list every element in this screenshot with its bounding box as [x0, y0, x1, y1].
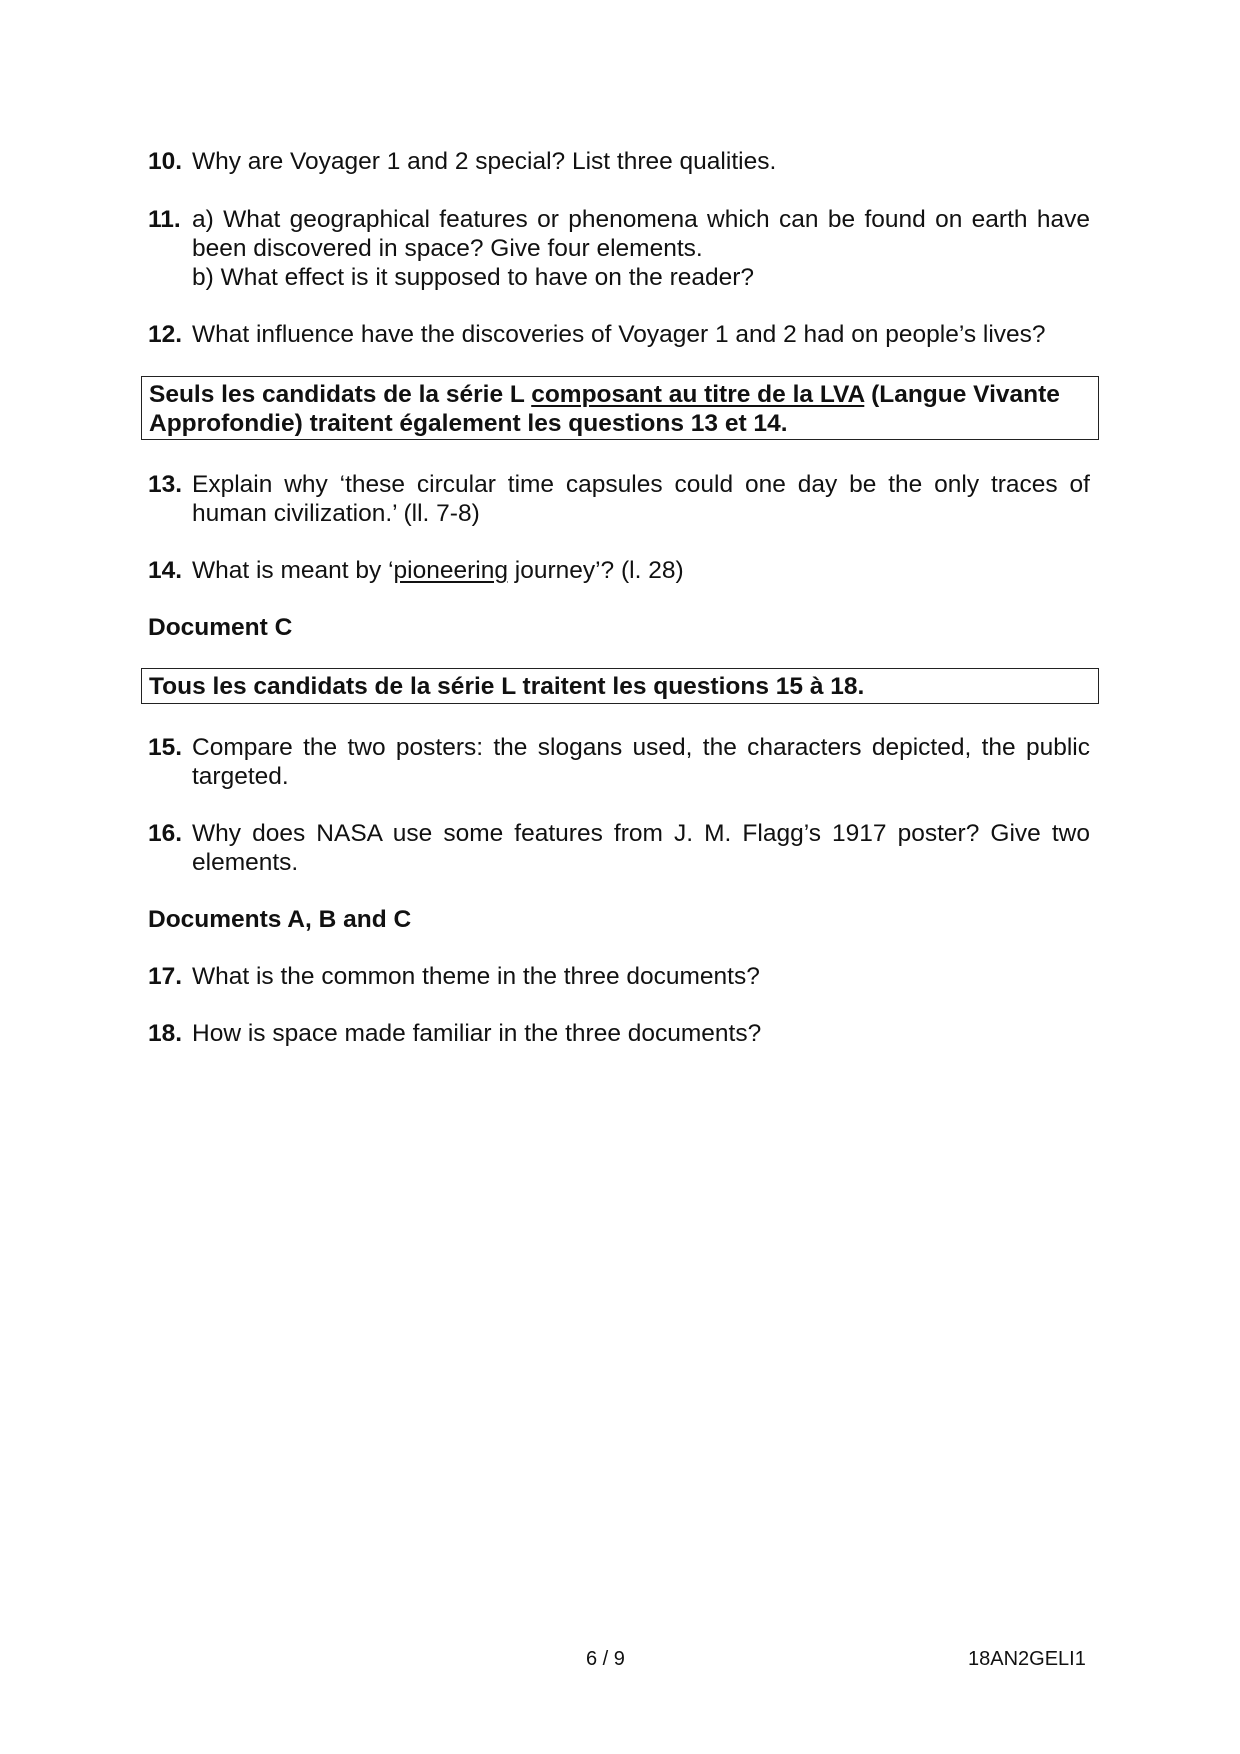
question-text-part: What is meant by ‘	[192, 557, 394, 584]
question-12	[148, 320, 1090, 349]
question-text-part: journey’? (l. 28)	[507, 557, 684, 584]
question-number: 12.	[148, 321, 183, 348]
question-text: What is the common theme in the three documents?	[192, 963, 760, 990]
document-code: 18AN2GELI1	[968, 1648, 1086, 1670]
notice-underlined-text: composant au titre de la LVA	[531, 381, 865, 408]
notice-text: Seuls les candidats de la série L	[149, 381, 532, 408]
question-text-line: Compare the two posters: the slogans used, the characters depicted, the public	[192, 734, 1090, 761]
question-number: 13.	[148, 471, 183, 498]
question-13	[148, 470, 1090, 528]
question-text: Why are Voyager 1 and 2 special? List three qualities.	[192, 148, 777, 175]
section-heading-documents-abc: Documents A, B and C	[148, 906, 412, 933]
question-17	[148, 962, 1090, 991]
page-number: 6 / 9	[586, 1648, 625, 1670]
question-text-line: targeted.	[192, 763, 289, 790]
question-text-line: Explain why ‘these circular time capsules could one day be the only traces of	[192, 471, 1090, 498]
notice-text: (Langue Vivante	[864, 381, 1060, 408]
question-text-line: been discovered in space? Give four elements.	[192, 235, 703, 262]
question-text-line: Why does NASA use some features from J. M. Flagg’s 1917 poster? Give two	[192, 820, 1090, 847]
section-heading-document-c: Document C	[148, 614, 293, 641]
question-number: 15.	[148, 734, 183, 761]
underlined-word: pioneering	[393, 557, 508, 584]
question-number: 16.	[148, 820, 183, 847]
question-number: 17.	[148, 963, 183, 990]
question-number: 14.	[148, 557, 183, 584]
question-text-line: elements.	[192, 849, 299, 876]
notice-line: Tous les candidats de la série L traitent les questions 15 à 18.	[149, 673, 865, 700]
question-11	[148, 205, 1090, 292]
question-15	[148, 733, 1090, 791]
question-text: What influence have the discoveries of Voyager 1 and 2 had on people’s lives?	[192, 321, 1046, 348]
notice-line: Approfondie) traitent également les questions 13 et 14.	[149, 410, 788, 437]
all-candidates-notice-box	[141, 668, 1099, 704]
question-number: 18.	[148, 1020, 183, 1047]
question-text	[192, 556, 1090, 585]
notice-line	[149, 380, 1091, 409]
question-text-line: human civilization.’ (ll. 7-8)	[192, 500, 480, 527]
lva-notice-box	[141, 376, 1099, 440]
question-18	[148, 1019, 1090, 1048]
question-10	[148, 147, 1090, 176]
question-number: 10.	[148, 148, 183, 175]
question-text: How is space made familiar in the three documents?	[192, 1020, 762, 1047]
question-text-line: a) What geographical features or phenomena which can be found on earth have	[192, 206, 1090, 233]
question-text-line: b) What effect is it supposed to have on the reader?	[192, 264, 755, 291]
question-16	[148, 819, 1090, 877]
question-number: 11.	[148, 206, 181, 233]
question-14	[148, 556, 1090, 585]
